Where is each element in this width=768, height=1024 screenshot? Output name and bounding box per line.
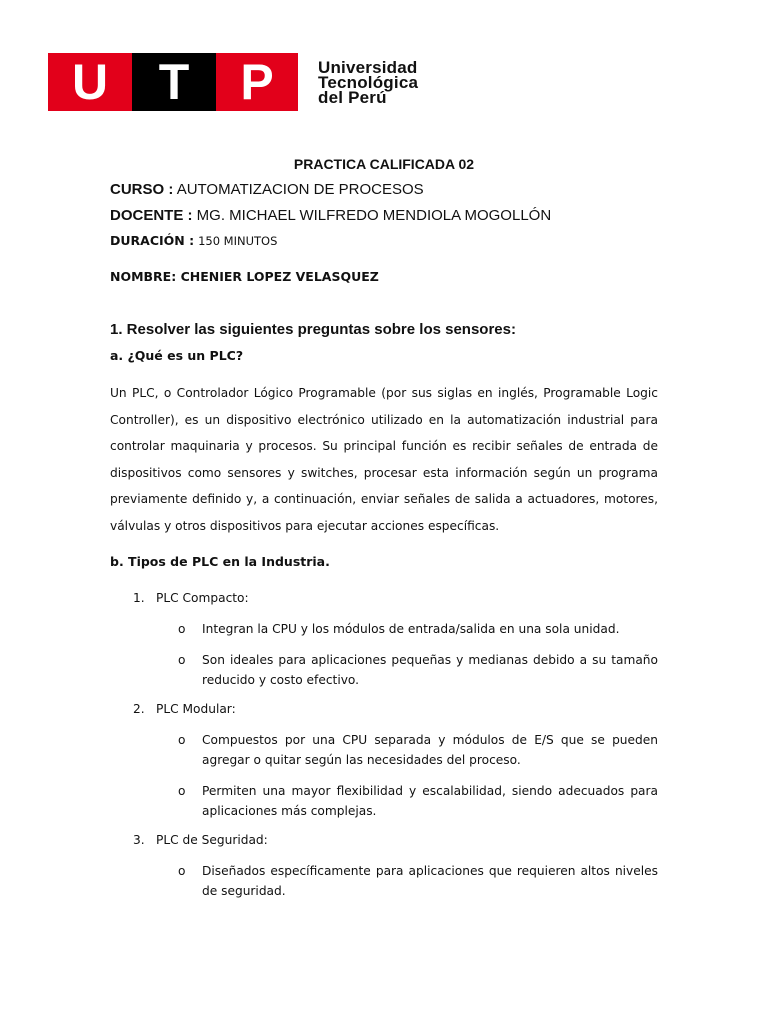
logo-name-line-2: Tecnológica	[318, 72, 419, 92]
docente-line	[110, 207, 551, 224]
plc-type-2-name: PLC Modular:	[156, 702, 236, 716]
section-heading: 1. Resolver las siguientes preguntas sobre los sensores:	[110, 321, 516, 338]
logo-letter-p: P	[216, 53, 298, 111]
student-name: NOMBRE: CHENIER LOPEZ VELASQUEZ	[110, 269, 379, 284]
question-a-paragraph: Un PLC, o Controlador Lógico Programable (por sus siglas en inglés, Programable Logic Controller), es un dispositivo electrónico utilizado en la automatización industrial para controlar maquinaria y procesos. Su principal función es recibir señales de entrada de dispositivos como sensores y switches, procesar esta información según un programa previamente definido y, a continuación, enviar señales de salida a actuadores, motores, válvulas y otros dispositivos para ejecutar acciones específicas.	[110, 386, 658, 533]
curso-value: AUTOMATIZACION DE PROCESOS	[176, 181, 424, 198]
logo-university-name	[318, 57, 419, 107]
logo-letter-t: T	[132, 53, 216, 111]
plc-type-2-bullet-1: Compuestos por una CPU separada y módulos de E/S que se pueden agregar o quitar según las necesidades del proceso.	[202, 733, 658, 767]
question-b-heading: b. Tipos de PLC en la Industria.	[110, 554, 330, 569]
plc-type-2-bullet-2: Permiten una mayor flexibilidad y escalabilidad, siendo adecuados para aplicaciones más complejas.	[202, 784, 658, 818]
plc-type-3-name: PLC de Seguridad:	[156, 833, 268, 847]
duracion-line	[110, 233, 277, 248]
document-title: PRACTICA CALIFICADA 02	[293, 156, 475, 172]
question-a-heading: a. ¿Qué es un PLC?	[110, 348, 244, 363]
logo-letter-u: U	[48, 53, 132, 111]
duracion-value: 150 MINUTOS	[198, 234, 278, 248]
logo-name-line-1: Universidad	[318, 57, 418, 77]
bullet-marker: o	[178, 864, 186, 878]
docente-value: MG. MICHAEL WILFREDO MENDIOLA MOGOLLÓN	[196, 207, 552, 224]
bullet-marker: o	[178, 784, 186, 798]
plc-type-1-bullet-1: Integran la CPU y los módulos de entrada/salida en una sola unidad.	[202, 622, 620, 636]
plc-type-1-name: PLC Compacto:	[156, 591, 249, 605]
docente-label: DOCENTE :	[110, 207, 193, 224]
duracion-label: DURACIÓN :	[110, 233, 195, 248]
utp-logo	[48, 53, 418, 111]
list-number-1: 1.	[133, 591, 145, 605]
plc-type-3-bullet-1: Diseñados específicamente para aplicaciones que requieren altos niveles de seguridad.	[202, 864, 658, 898]
bullet-marker: o	[178, 653, 186, 667]
curso-label: CURSO :	[110, 181, 174, 198]
list-number-3: 3.	[133, 833, 145, 847]
curso-line	[110, 181, 424, 198]
list-number-2: 2.	[133, 702, 145, 716]
logo-name-line-3: del Perú	[318, 87, 387, 107]
student-name-line	[110, 269, 379, 284]
plc-type-1-bullet-2: Son ideales para aplicaciones pequeñas y medianas debido a su tamaño reducido y costo efectivo.	[202, 653, 658, 687]
bullet-marker: o	[178, 733, 186, 747]
bullet-marker: o	[178, 622, 186, 636]
